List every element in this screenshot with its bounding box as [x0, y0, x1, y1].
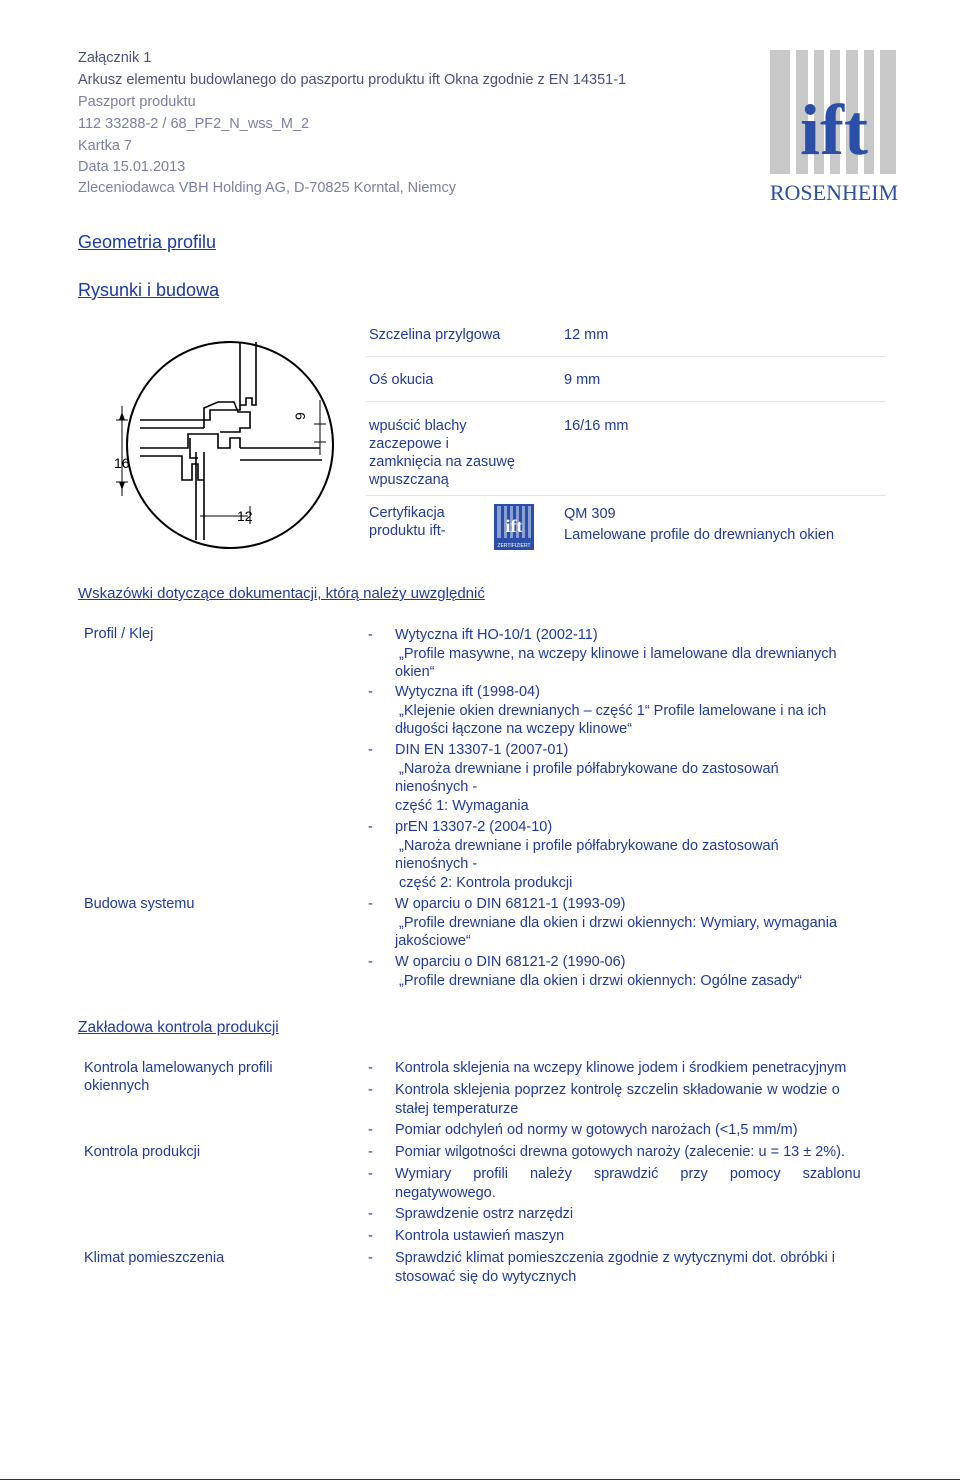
fpc-production-item-1: Pomiar wilgotności drewna gotowych naroży (zalecenie: u = 13 ± 2%). — [395, 1144, 846, 1160]
spec-divider — [366, 356, 886, 357]
header-passport: Paszport produktu — [78, 94, 196, 110]
svg-text:ift: ift — [505, 516, 523, 536]
spec-label-rebate-gap: Szczelina przylgowa — [369, 327, 501, 343]
header-annex: Załącznik 1 — [78, 50, 152, 66]
profil-klej-label: Profil / Klej — [84, 626, 154, 642]
spec-label-strike-plates: wpuścić blachy zaczepowe i zamknięcia na zasuwę wpuszczaną — [369, 418, 515, 488]
page-bottom-rule — [0, 1479, 960, 1480]
spec-divider — [366, 495, 886, 496]
header-page: Kartka 7 — [78, 138, 132, 154]
ift-rosenheim-logo — [766, 44, 902, 210]
header-passport-number: 112 33288-2 / 68_PF2_N_wss_M_2 — [78, 116, 310, 132]
dim-12-label: 12 — [237, 508, 253, 524]
dim-9-label: 9 — [292, 412, 308, 420]
logo-city-text: ROSENHEIM — [769, 180, 899, 205]
fpc-lamel-label: Kontrola lamelowanych profili okiennych — [84, 1060, 273, 1094]
header-date: Data 15.01.2013 — [78, 159, 186, 175]
fpc-production-item-3: Sprawdzenie ostrz narzędzi — [395, 1206, 574, 1222]
fpc-lamel-item-2: Kontrola sklejenia poprzez kontrolę szczelin składowanie w wodzie o stałej temperaturze — [395, 1082, 840, 1117]
spec-value-strike-plates: 16/16 mm — [564, 418, 629, 434]
fpc-production-label: Kontrola produkcji — [84, 1144, 201, 1160]
fpc-title: Zakładowa kontrola produkcji — [78, 1019, 279, 1036]
spec-label-hardware-axis: Oś okucia — [369, 372, 434, 388]
spec-value-certification: QM 309 Lamelowane profile do drewnianych okien — [564, 506, 835, 543]
profile-cross-section-drawing — [100, 330, 350, 560]
fpc-lamel-item-3: Pomiar odchyleń od normy w gotowych narożach (<1,5 mm/m) — [395, 1122, 798, 1138]
svg-text:ZERTIFIZIERT: ZERTIFIZIERT — [497, 543, 531, 549]
header-sheet-title: Arkusz elementu budowlanego do paszportu produktu ift Okna zgodnie z EN 14351-1 — [78, 72, 627, 88]
fpc-lamel-item-1: Kontrola sklejenia na wczepy klinowe jodem i środkiem penetracyjnym — [395, 1060, 847, 1076]
fpc-climate-label: Klimat pomieszczenia — [84, 1250, 225, 1266]
dim-16-label: 16 — [114, 455, 130, 471]
spec-value-rebate-gap: 12 mm — [564, 327, 609, 343]
documentation-title: Wskazówki dotyczące dokumentacji, którą należy uwzględnić — [78, 585, 485, 602]
system-construction-label: Budowa systemu — [84, 896, 195, 912]
ift-certified-badge-icon — [494, 504, 534, 550]
logo-brand-text: ift — [800, 90, 868, 170]
spec-value-hardware-axis: 9 mm — [564, 372, 601, 388]
header-client: Zleceniodawca VBH Holding AG, D-70825 Korntal, Niemcy — [78, 180, 456, 196]
fpc-production-item-2: Wymiary profili należy sprawdzić przy pomocy szablonu negatywowego. — [395, 1166, 861, 1201]
system-item-1: W oparciu o DIN 68121-1 (1993-09) „Profile drewniane dla okien i drzwi okiennych: Wymiary, wymagania jakościowe“ — [395, 896, 838, 949]
geometry-title: Geometria profilu — [78, 232, 217, 252]
spec-divider — [366, 401, 886, 402]
profil-item-4: prEN 13307-2 (2004-10) „Naroża drewniane i profile półfabrykowane do zastosowań nienośnych - część 2: Kontrola produkcji — [395, 819, 779, 891]
fpc-production-item-4: Kontrola ustawień maszyn — [395, 1228, 565, 1244]
spec-label-certification: Certyfikacja produktu ift- — [369, 505, 446, 539]
system-item-2: W oparciu o DIN 68121-2 (1990-06) „Profile drewniane dla okien i drzwi okiennych: Ogólne zasady“ — [395, 954, 802, 989]
drawings-title: Rysunki i budowa — [78, 280, 220, 300]
profil-item-2: Wytyczna ift (1998-04) „Klejenie okien drewnianych – część 1“ Profile lamelowane i na ich długości łączone na wczepy klinowe“ — [395, 684, 827, 737]
profil-item-1: Wytyczna ift HO-10/1 (2002-11) „Profile masywne, na wczepy klinowe i lamelowane dla drewnianych okien“ — [395, 627, 837, 680]
profil-item-3: DIN EN 13307-1 (2007-01) „Naroża drewniane i profile półfabrykowane do zastosowań nienośnych - część 1: Wymagania — [395, 742, 779, 814]
fpc-climate-item-1: Sprawdzić klimat pomieszczenia zgodnie z wytycznymi dot. obróbki i stosować się do wytycznych — [395, 1250, 836, 1285]
